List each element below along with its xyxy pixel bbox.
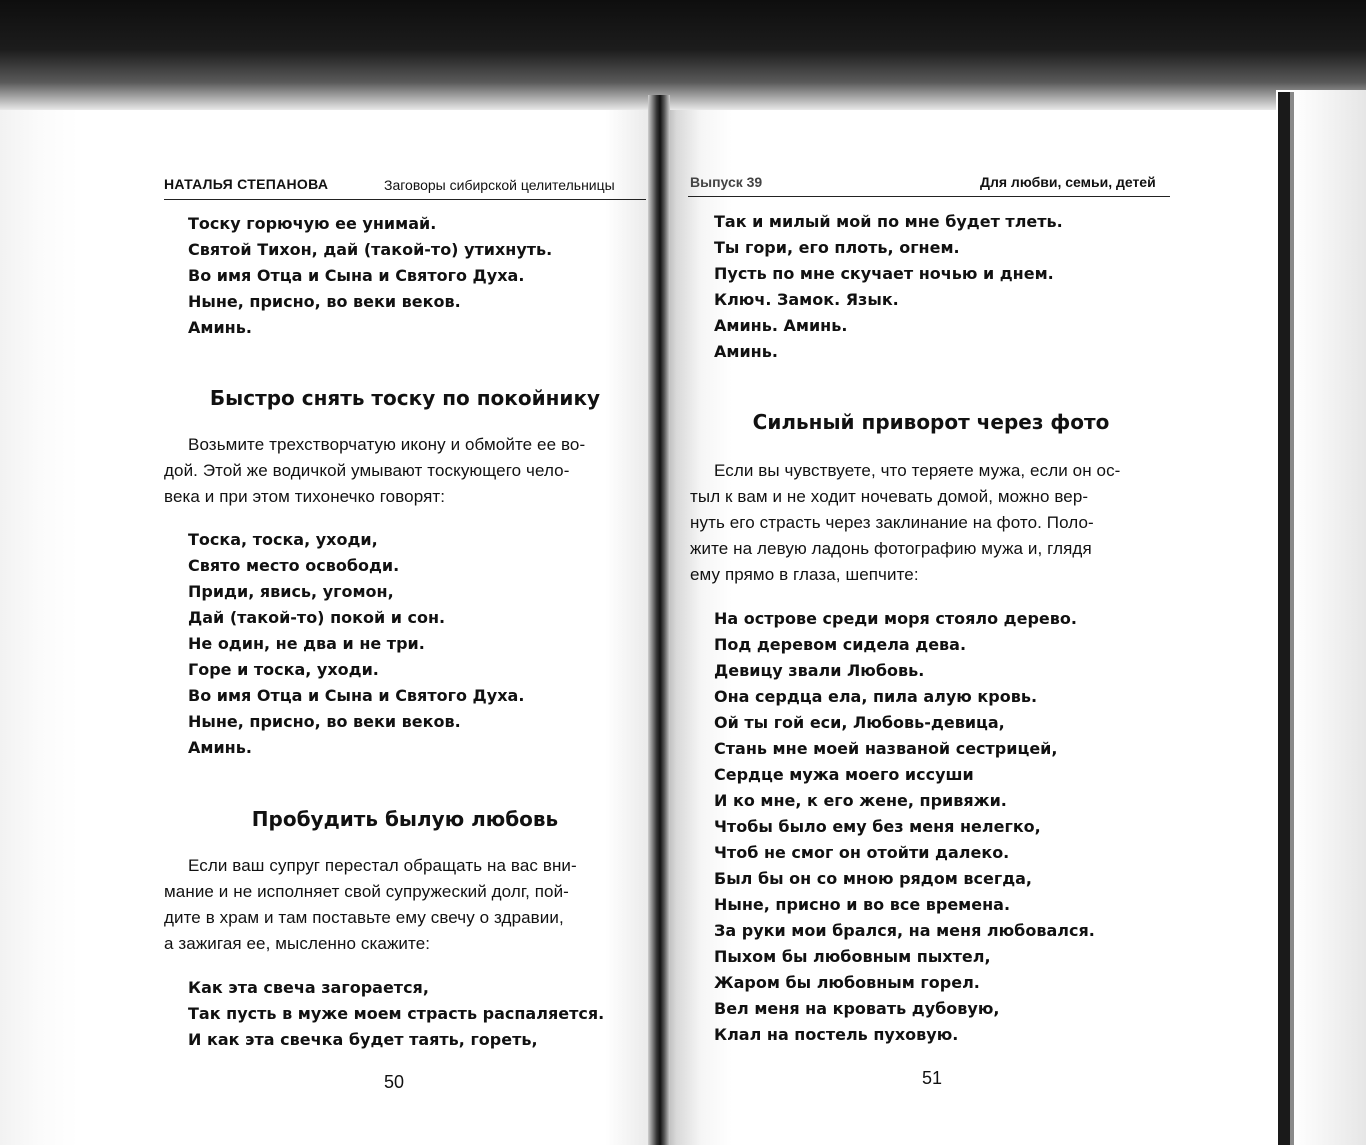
right-verse2-line: Пыхом бы любовным пыхтел, bbox=[714, 947, 991, 966]
left-prose1-line: Возьмите трехстворчатую икону и обмойте ее во- bbox=[188, 435, 586, 454]
left-verse3-line: И как эта свечка будет таять, гореть, bbox=[188, 1030, 538, 1049]
right-verse1-line: Аминь. bbox=[714, 342, 778, 361]
right-header-title: Для любви, семьи, детей bbox=[980, 174, 1156, 190]
right-verse2-line: Девицу звали Любовь. bbox=[714, 661, 925, 680]
right-verse2-line: Стань мне моей названой сестрицей, bbox=[714, 739, 1058, 758]
left-prose2-line: а зажигая ее, мысленно скажите: bbox=[164, 934, 431, 953]
left-prose2-line: Если ваш супруг перестал обращать на вас вни- bbox=[188, 856, 577, 875]
right-header-rule bbox=[688, 196, 1170, 197]
scanner-shadow-top bbox=[0, 0, 1366, 110]
left-verse3-line: Как эта свеча загорается, bbox=[188, 978, 429, 997]
right-verse1-line: Так и милый мой по мне будет тлеть. bbox=[714, 212, 1063, 231]
right-prose1-line: ему прямо в глаза, шепчите: bbox=[690, 565, 919, 584]
book-gutter bbox=[648, 95, 670, 1145]
right-verse2-line: Вел меня на кровать дубовую, bbox=[714, 999, 1000, 1018]
right-verse1-line: Пусть по мне скучает ночью и днем. bbox=[714, 264, 1054, 283]
left-prose1-line: дой. Этой же водичкой умывают тоскующего чело- bbox=[164, 461, 570, 480]
right-verse1-line: Аминь. Аминь. bbox=[714, 316, 848, 335]
right-verse2-line: Клал на постель пуховую. bbox=[714, 1025, 959, 1044]
right-verse2-line: Ныне, присно и во все времена. bbox=[714, 895, 1011, 914]
left-verse2-line: Во имя Отца и Сына и Святого Духа. bbox=[188, 686, 525, 705]
left-verse1-line: Тоску горючую ее унимай. bbox=[188, 214, 437, 233]
left-verse2-line: Аминь. bbox=[188, 738, 252, 757]
page-stack-edge bbox=[1278, 92, 1290, 1145]
left-verse2-line: Горе и тоска, уходи. bbox=[188, 660, 379, 679]
left-verse1-line: Ныне, присно, во веки веков. bbox=[188, 292, 461, 311]
left-heading-2: Пробудить былую любовь bbox=[251, 807, 559, 831]
right-verse2-line: На острове среди моря стояло дерево. bbox=[714, 609, 1077, 628]
left-header-rule bbox=[164, 199, 646, 200]
right-header-issue: Выпуск 39 bbox=[690, 174, 763, 190]
left-prose2-line: мание и не исполняет свой супружеский долг, пой- bbox=[164, 882, 569, 901]
right-verse2-line: Ой ты гой еси, Любовь-девица, bbox=[714, 713, 1005, 732]
left-verse3-line: Так пусть в муже моем страсть распаляется. bbox=[188, 1004, 605, 1023]
left-prose2-line: дите в храм и там поставьте ему свечу о здравии, bbox=[164, 908, 564, 927]
right-verse2-line: Сердце мужа моего иссуши bbox=[714, 765, 974, 784]
left-verse2-line: Приди, явись, угомон, bbox=[188, 582, 394, 601]
right-verse2-line: Под деревом сидела дева. bbox=[714, 635, 967, 654]
left-verse2-line: Не один, не два и не три. bbox=[188, 634, 425, 653]
left-verse2-line: Тоска, тоска, уходи, bbox=[188, 530, 378, 549]
left-prose1-line: века и при этом тихонечко говорят: bbox=[164, 487, 446, 506]
right-prose1-line: тыл к вам и не ходит ночевать домой, можно вер- bbox=[690, 487, 1089, 506]
right-verse2-line: Чтоб не смог он отойти далеко. bbox=[714, 843, 1010, 862]
left-header-author: НАТАЛЬЯ СТЕПАНОВА bbox=[164, 176, 329, 192]
right-prose1-line: жите на левую ладонь фотографию мужа и, глядя bbox=[690, 539, 1092, 558]
left-verse2-line: Дай (такой-то) покой и сон. bbox=[188, 608, 446, 627]
left-header-title: Заговоры сибирской целительницы bbox=[384, 177, 615, 193]
page-stack-edge-inner bbox=[1290, 92, 1294, 1145]
left-page-number: 50 bbox=[384, 1072, 405, 1092]
right-prose1-line: нуть его страсть через заклинание на фото. Поло- bbox=[690, 513, 1094, 532]
right-verse1-line: Ключ. Замок. Язык. bbox=[714, 290, 899, 309]
right-verse2-line: Чтобы было ему без меня нелегко, bbox=[714, 817, 1041, 836]
left-verse2-line: Ныне, присно, во веки веков. bbox=[188, 712, 461, 731]
right-prose1-line: Если вы чувствуете, что теряете мужа, если он ос- bbox=[714, 461, 1121, 480]
right-verse2-line: И ко мне, к его жене, привяжи. bbox=[714, 791, 1007, 810]
left-verse1-line: Аминь. bbox=[188, 318, 252, 337]
left-verse2-line: Свято место освободи. bbox=[188, 556, 400, 575]
left-heading-1: Быстро снять тоску по покойнику bbox=[209, 386, 601, 410]
right-verse2-line: Она сердца ела, пила алую кровь. bbox=[714, 687, 1038, 706]
right-heading-1: Сильный приворот через фото bbox=[752, 410, 1110, 434]
right-verse1-line: Ты гори, его плоть, огнем. bbox=[714, 238, 960, 257]
left-verse1-line: Святой Тихон, дай (такой-то) утихнуть. bbox=[188, 240, 553, 259]
right-verse2-line: Был бы он со мною рядом всегда, bbox=[714, 869, 1032, 888]
left-verse1-line: Во имя Отца и Сына и Святого Духа. bbox=[188, 266, 525, 285]
right-verse2-line: За руки мои брался, на меня любовался. bbox=[714, 921, 1095, 940]
right-verse2-line: Жаром бы любовным горел. bbox=[714, 973, 980, 992]
right-page-number: 51 bbox=[922, 1068, 943, 1088]
